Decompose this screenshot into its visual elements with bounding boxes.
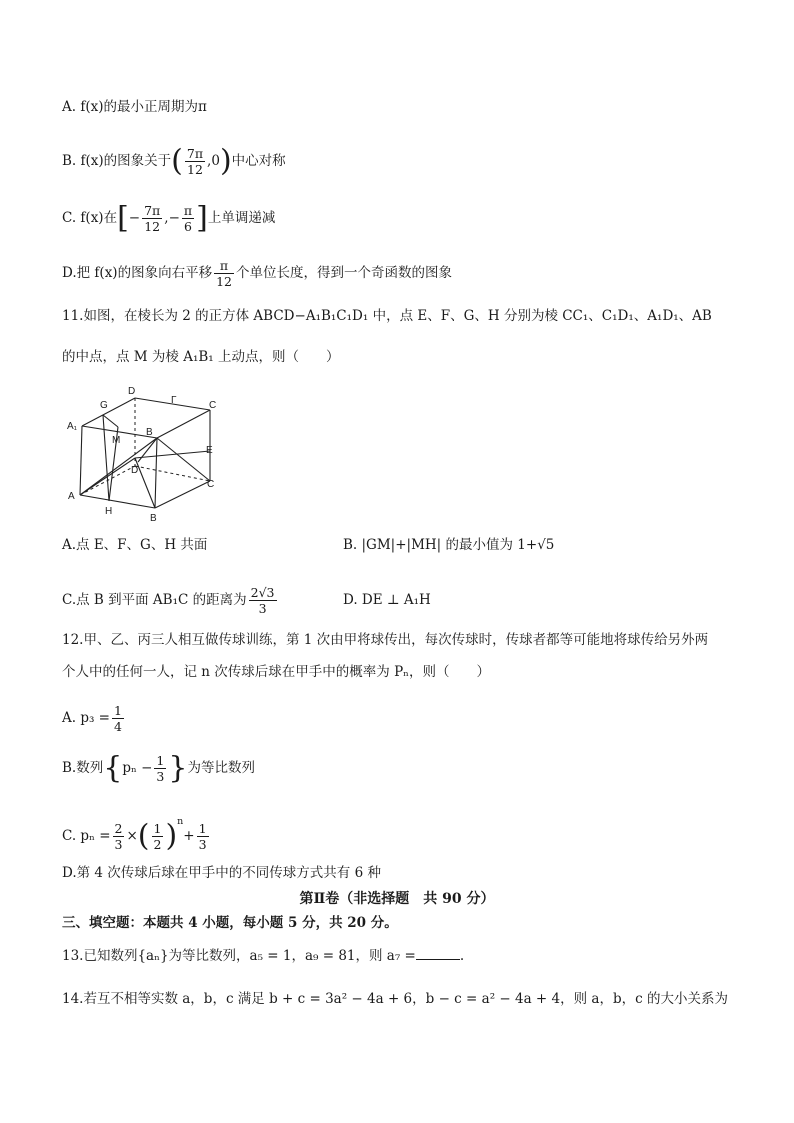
- q10-b-denominator: 12: [187, 162, 203, 177]
- q12-a-fraction: [112, 703, 124, 734]
- q12-b-den: 3: [156, 769, 165, 784]
- q13-period: .: [459, 948, 465, 964]
- fig-label-d: D: [131, 465, 139, 476]
- q12-option-d: D.第 4 次传球后球在甲手中的不同传球方式共有 6 种: [62, 865, 381, 881]
- fig-label-a: A: [68, 491, 75, 502]
- q11-stem-line-2: 的中点，点 M 为棱 A₁B₁ 上动点，则（ ）: [62, 349, 340, 365]
- q11-stem-line-1: 11.如图，在棱长为 2 的正方体 ABCD−A₁B₁C₁D₁ 中，点 E、F、G、H 分别为棱 CC₁、C₁D₁、A₁D₁、AB: [62, 308, 712, 324]
- q12-c-prefix: C. pₙ =: [62, 828, 111, 844]
- fig-label-b1: B: [146, 427, 153, 438]
- q10-d-den: 12: [216, 274, 232, 289]
- fig-label-m: M: [112, 435, 121, 446]
- q11-c-fraction: [249, 585, 277, 616]
- fig-label-c1: C: [209, 400, 217, 411]
- q10-c-den-2: 6: [184, 219, 192, 234]
- q11-c-den: 3: [258, 601, 267, 616]
- fig-label-c: C: [207, 479, 215, 490]
- q10-b-suffix: 中心对称: [231, 153, 286, 169]
- cube-figure: [62, 383, 232, 523]
- q12-b-fraction: [154, 753, 166, 784]
- q11-option-d: D. DE ⊥ A₁H: [343, 592, 431, 608]
- q12-b-num: 1: [156, 753, 165, 768]
- q12-c-den-1: 3: [114, 837, 123, 852]
- q12-option-a: [62, 703, 126, 734]
- fig-label-g: G: [100, 400, 108, 411]
- q12-a-prefix: A. p₃ =: [62, 710, 110, 726]
- fig-label-b: B: [150, 513, 157, 523]
- q14-line: 14.若互不相等实数 a，b，c 满足 b + c = 3a² − 4a + 6，b − c = a² − 4a + 4，则 a，b，c 的大小关系为: [62, 991, 728, 1007]
- q13-line: [62, 946, 464, 966]
- q12-b-inner: pₙ −: [122, 760, 153, 776]
- fill-in-section-heading: 三、填空题：本题共 4 小题，每小题 5 分，共 20 分。: [62, 915, 398, 931]
- q12-c-den-3: 3: [198, 837, 207, 852]
- fig-label-f: Γ: [171, 395, 177, 406]
- q12-c-fraction-3: [197, 821, 209, 852]
- fig-label-h: H: [105, 506, 113, 517]
- fig-label-d1: D: [128, 386, 136, 397]
- q12-a-num: 1: [114, 703, 122, 718]
- q12-b-suffix: 为等比数列: [187, 760, 255, 776]
- q10-c-suffix: 上单调递减: [207, 210, 276, 226]
- q11-option-b: B. |GM|+|MH| 的最小值为 1+√5: [343, 537, 555, 553]
- q10-c-fraction-1: [142, 203, 162, 234]
- q10-c-prefix: C. f(x)在: [62, 210, 118, 226]
- q11-option-c: [62, 585, 279, 616]
- q12-c-exponent: n: [177, 816, 184, 827]
- q10-c-num-2: π: [183, 203, 193, 218]
- q10-option-b: B. f(x)的图象关于( $\frac{7\pi}{12}$ ,0)中心对称: [62, 143, 286, 179]
- q10-d-num: π: [214, 258, 234, 274]
- q12-stem-line-2: 个人中的任何一人，记 n 次传球后球在甲手中的概率为 Pₙ，则（ ）: [62, 664, 490, 680]
- q12-c-num-3: 1: [198, 821, 207, 836]
- q10-d-prefix: D.把 f(x)的图象向右平移: [62, 265, 213, 281]
- q10-option-a: A. f(x)的最小正周期为π: [62, 99, 207, 115]
- q12-b-prefix: B.数列: [62, 760, 104, 776]
- fig-label-e: E: [206, 445, 213, 456]
- q10-d-fraction: [214, 258, 234, 289]
- q10-c-fraction-2: [182, 203, 194, 234]
- q13-text: 13.已知数列{aₙ}为等比数列，a₅ = 1，a₉ = 81，则 a₇ =: [62, 948, 416, 964]
- q12-a-den: 4: [114, 719, 122, 734]
- q13-answer-blank[interactable]: [416, 947, 460, 960]
- q12-stem-line-1: 12.甲、乙、丙三人相互做传球训练，第 1 次由甲将球传出，每次传球时，传球者都等可能地将球传给另外两: [62, 632, 709, 648]
- q10-c-den-1: 12: [144, 219, 161, 234]
- q10-c-num-1: 7π: [144, 203, 161, 218]
- q11-option-a: A.点 E、F、G、H 共面: [62, 537, 208, 553]
- q11-c-prefix: C.点 B 到平面 AB₁C 的距离为: [62, 592, 247, 608]
- q12-c-num-2: 1: [153, 821, 162, 836]
- q10-b-numerator: 7π: [186, 146, 204, 161]
- q12-c-plus: +: [183, 828, 195, 844]
- q10-b-fraction: [185, 146, 205, 177]
- q10-d-suffix: 个单位长度，得到一个奇函数的图象: [235, 265, 452, 281]
- q11-c-num: 2√3: [250, 585, 275, 600]
- q12-option-c: C. pₙ = $\frac{2}{3}$ ×( $\frac{1}{2}$ )$^n$+ $\frac{1}{3}$: [62, 816, 207, 854]
- q12-c-den-2: 2: [153, 837, 162, 852]
- q10-option-c: C. f(x)在[− $\frac{7\pi}{12}$ ,− $\frac{\pi}{6}$ ]上单调递减: [62, 200, 276, 236]
- q12-c-fraction-2: [152, 821, 164, 852]
- fig-label-a1: A₁: [67, 421, 78, 432]
- q12-option-b: B.数列{pₙ − $\frac{1}{3}$ }为等比数列: [62, 750, 255, 786]
- q12-c-times: ×: [126, 828, 138, 844]
- q10-option-d: [62, 258, 452, 289]
- q10-b-prefix: B. f(x)的图象关于: [62, 153, 172, 169]
- q12-c-num-1: 2: [114, 821, 123, 836]
- q12-c-fraction-1: [113, 821, 125, 852]
- part2-title: 第Ⅱ卷（非选择题 共 90 分）: [299, 891, 495, 907]
